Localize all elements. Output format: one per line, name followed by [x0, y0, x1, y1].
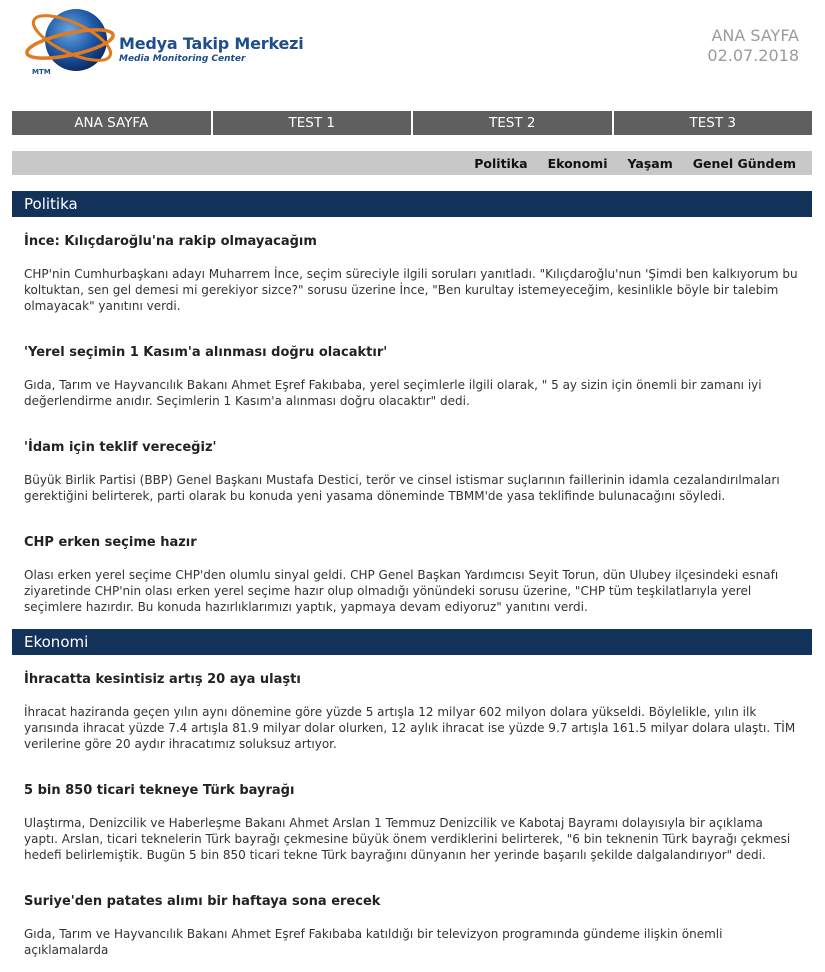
- section-header-ekonomi: Ekonomi: [12, 629, 812, 655]
- news-article: [12, 328, 812, 423]
- news-article: [12, 217, 812, 328]
- article-body: Ulaştırma, Denizcilik ve Haberleşme Bakanı Ahmet Arslan 1 Temmuz Denizcilik ve Kabotaj Bayramı dolayısıyla bir açıklama yaptı. Arslan, ticari teknelerin Türk bayrağı çekmesine büyük önem verdiklerini belirterek, "6 bin teknenin Türk bayrağı çekmesi hedefi belirlemiştik. Bugün 5 bin 850 ticari tekne Türk bayrağını dünyanın her yerinde başarılı şekilde dalgalandırıyor" dedi.: [24, 816, 791, 862]
- article-title[interactable]: 'İdam için teklif vereceğiz': [24, 440, 217, 455]
- category-link-yasam[interactable]: Yaşam: [627, 155, 673, 171]
- article-title[interactable]: CHP erken seçime hazır: [24, 535, 197, 550]
- news-article: [12, 518, 812, 629]
- category-link-genel-gundem[interactable]: Genel Gündem: [692, 155, 796, 171]
- article-body: Gıda, Tarım ve Hayvancılık Bakanı Ahmet Eşref Fakıbaba, yerel seçimlerle ilgili olarak, " 5 ay sizin için önemli bir zamanı iyi değerlendirme anıdır. Seçimlerin 1 Kasım'a alınması doğru olacaktır" dedi.: [24, 378, 762, 408]
- article-body: CHP'nin Cumhurbaşkanı adayı Muharrem İnce, seçim süreciyle ilgili soruları yanıtladı. "Kılıçdaroğlu'nun 'Şimdi ben kalkıyorum bu koltuktan, sen gel demesi mi gerekiyor sizce?" sorusu üzerine İnce, "Ben kurultay istemeyeceğim, kesinlikle böyle bir talebim olmayacak" yanıtını verdi.: [24, 267, 798, 313]
- section-header-politika: Politika: [12, 191, 812, 217]
- logo-title: Medya Takip Merkezi: [119, 34, 304, 53]
- category-nav: [12, 151, 812, 175]
- article-title[interactable]: İhracatta kesintisiz artış 20 aya ulaştı: [24, 672, 301, 687]
- category-link-politika[interactable]: Politika: [474, 155, 528, 171]
- nav-item-test-2[interactable]: TEST 2: [413, 111, 614, 135]
- news-article: [12, 423, 812, 518]
- article-title[interactable]: Suriye'den patates alımı bir haftaya sona erecek: [24, 894, 381, 909]
- article-body: Gıda, Tarım ve Hayvancılık Bakanı Ahmet Eşref Fakıbaba katıldığı bir televizyon programında gündeme ilişkin önemli açıklamalarda: [24, 927, 723, 957]
- logo-subtitle: Media Monitoring Center: [119, 54, 246, 64]
- nav-item-test-1[interactable]: TEST 1: [213, 111, 414, 135]
- article-title[interactable]: İnce: Kılıçdaroğlu'na rakip olmayacağım: [24, 234, 317, 249]
- page-label: ANA SAYFA: [711, 26, 799, 45]
- article-body: İhracat haziranda geçen yılın aynı dönemine göre yüzde 5 artışla 12 milyar 602 milyon dolara yükseldi. Böylelikle, yılın ilk yarısında ihracat yüzde 7.4 artışla 81.9 milyar dolar olurken, 12 aylık ihracat ise yüzde 9.7 artışla 161.5 milyar dolara ulaştı. TİM verilerine göre 20 aydır ihracatımız soluksuz artıyor.: [24, 705, 796, 751]
- nav-item-test-3[interactable]: TEST 3: [614, 111, 813, 135]
- article-body: Büyük Birlik Partisi (BBP) Genel Başkanı Mustafa Destici, terör ve cinsel istismar suçlarının faillerinin idamla cezalandırılmaları gerektiğini belirterek, parti olarak bu konuda yeni yasama döneminde TBMM'de yasa teklifinde bulunacağını söyledi.: [24, 473, 780, 503]
- news-article: [12, 655, 812, 766]
- logo-abbr: MTM: [32, 68, 51, 76]
- main-nav: [12, 111, 812, 135]
- article-body: Olası erken yerel seçime CHP'den olumlu sinyal geldi. CHP Genel Başkan Yardımcısı Seyit Torun, dün Ulubey ilçesindeki esnafı ziyaretinde CHP'nin olası erken yerel seçime hazır olup olmadığı yönündeki sorusu üzerine, "CHP tüm teşkilatlarıyla yerel seçimlere hazırdır. Bu konuda hazırlıklarımızı yaptık, yapmaya devam ediyoruz" yanıtını verdi.: [24, 568, 779, 614]
- news-article: [12, 877, 812, 972]
- article-title[interactable]: 'Yerel seçimin 1 Kasım'a alınması doğru olacaktır': [24, 345, 388, 360]
- news-content: [12, 191, 812, 972]
- header-info: [707, 26, 799, 66]
- logo[interactable]: [24, 6, 304, 80]
- nav-item-ana-sayfa[interactable]: ANA SAYFA: [12, 111, 213, 135]
- date-label: 02.07.2018: [707, 46, 799, 65]
- article-title[interactable]: 5 bin 850 ticari tekneye Türk bayrağı: [24, 783, 295, 798]
- news-article: [12, 766, 812, 877]
- category-link-ekonomi[interactable]: Ekonomi: [547, 155, 608, 171]
- page-header: [0, 0, 825, 110]
